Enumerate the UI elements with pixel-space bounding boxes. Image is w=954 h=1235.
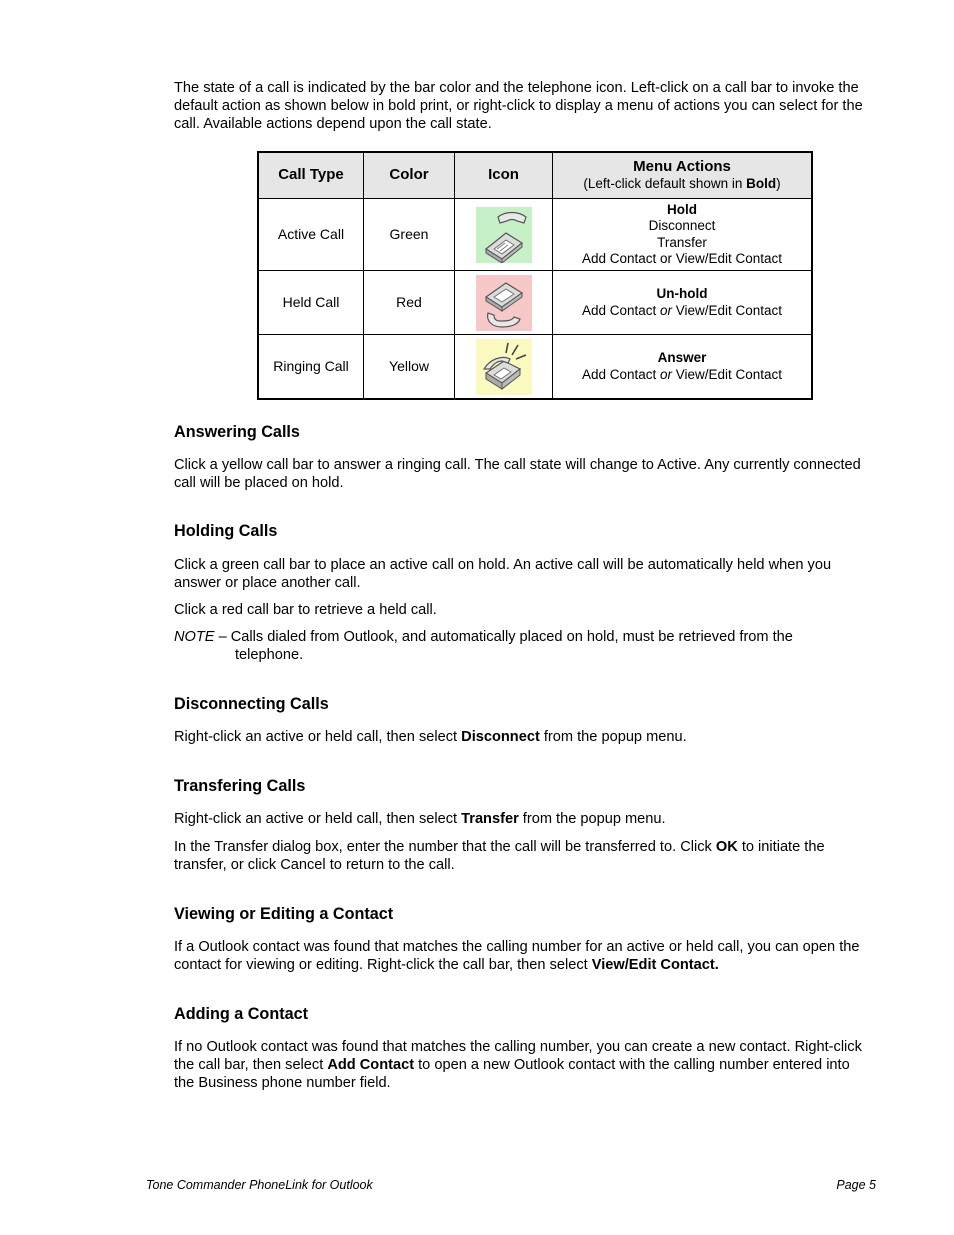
holding-note	[174, 628, 874, 664]
holding-paragraph-1: Click a green call bar to place an active call on hold. An active call will be automatically held when you answer or place another call.	[174, 557, 832, 591]
paragraph-text: In the Transfer dialog box, enter the number that the call will be transferred to. Click	[174, 839, 716, 855]
cell-icon	[455, 199, 553, 271]
cell-call-type: Held Call	[258, 271, 364, 335]
default-action: Hold	[667, 201, 697, 217]
action-item	[582, 303, 782, 318]
table-row-held	[258, 271, 812, 335]
action-item: Add Contact or View/Edit Contact	[581, 251, 783, 266]
action-item: Transfer	[657, 234, 707, 250]
cell-color: Red	[364, 271, 455, 335]
action-text: View/Edit Contact	[672, 366, 783, 382]
note-label: NOTE	[174, 629, 215, 645]
transfering-paragraph-2	[174, 838, 874, 874]
paragraph-text: Right-click an active or held call, then select	[174, 729, 462, 745]
cell-color: Yellow	[364, 335, 455, 400]
action-text: Add Contact	[581, 366, 660, 382]
table-row-ringing	[258, 335, 812, 400]
paragraph-bold: Disconnect	[461, 729, 540, 745]
footer-title: Tone Commander PhoneLink for Outlook	[146, 1178, 373, 1192]
transfering-paragraph-1	[174, 810, 874, 828]
heading-answering-calls: Answering Calls	[174, 423, 300, 441]
heading-transfering-calls: Transfering Calls	[174, 777, 306, 795]
header-icon: Icon	[455, 152, 553, 199]
paragraph-text: to open a new Outlook contact with the calling number entered into the Business phone number field.	[174, 1057, 850, 1091]
action-item: Disconnect	[648, 218, 716, 233]
paragraph-bold: Add Contact	[327, 1057, 415, 1073]
header-menu-actions-title: Menu Actions	[633, 158, 731, 175]
paragraph-text: from the popup menu.	[518, 811, 666, 827]
action-or: or	[659, 366, 672, 382]
footer-page-number: Page 5	[836, 1178, 876, 1192]
viewing-paragraph	[174, 938, 874, 974]
paragraph-text: Right-click an active or held call, then select	[174, 811, 462, 827]
heading-adding-contact: Adding a Contact	[174, 1005, 308, 1023]
note-text-continued: telephone.	[235, 647, 304, 663]
adding-paragraph	[174, 1038, 874, 1092]
cell-color: Green	[364, 199, 455, 271]
heading-viewing-contact: Viewing or Editing a Contact	[174, 905, 394, 923]
telephone-off-hook-icon	[476, 207, 532, 263]
cell-menu-actions	[553, 271, 813, 335]
paragraph-bold: View/Edit Contact.	[591, 957, 719, 973]
subtitle-bold: Bold	[746, 175, 777, 191]
cell-icon	[455, 271, 553, 335]
cell-menu-actions	[553, 335, 813, 400]
cell-icon	[455, 335, 553, 400]
paragraph-text: from the popup menu.	[539, 729, 687, 745]
table-row-active	[258, 199, 812, 271]
action-text: View/Edit Contact	[672, 302, 783, 318]
intro-paragraph: The state of a call is indicated by the bar color and the telephone icon. Left-click on a call bar to invoke the default action as shown below in bold print, or right-click to display a menu of actions you can select for the call. Available actions depend upon the call state.	[174, 80, 863, 132]
header-color: Color	[364, 152, 455, 199]
header-menu-actions-subtitle	[553, 176, 811, 193]
cell-call-type: Active Call	[258, 199, 364, 271]
call-state-table	[257, 151, 813, 400]
action-text: Add Contact	[581, 302, 660, 318]
paragraph-bold: Transfer	[461, 811, 519, 827]
cell-call-type: Ringing Call	[258, 335, 364, 400]
header-menu-actions	[553, 152, 813, 199]
paragraph-text: If no Outlook contact was found that matches the calling number, you can create a new contact. Right-click the call bar, then select	[174, 1039, 862, 1073]
default-action: Un-hold	[656, 286, 708, 301]
action-or: or	[659, 302, 672, 318]
heading-holding-calls: Holding Calls	[174, 522, 278, 540]
header-call-type: Call Type	[258, 152, 364, 199]
heading-disconnecting-calls: Disconnecting Calls	[174, 695, 329, 713]
note-text: – Calls dialed from Outlook, and automatically placed on hold, must be retrieved from the	[214, 629, 793, 645]
paragraph-bold: OK	[715, 839, 738, 855]
subtitle-text: (Left-click default shown in	[583, 175, 747, 191]
table-header-row	[258, 152, 812, 199]
disconnecting-paragraph	[174, 728, 874, 746]
telephone-held-icon	[476, 275, 532, 331]
paragraph-text: If a Outlook contact was found that matches the calling number for an active or held call, you can open the contact for viewing or editing. Right-click the call bar, then select	[174, 939, 860, 973]
cell-menu-actions	[553, 199, 813, 271]
answering-paragraph: Click a yellow call bar to answer a ringing call. The call state will change to Active. Any currently connected call will be placed on hold.	[174, 457, 861, 491]
holding-paragraph-2: Click a red call bar to retrieve a held call.	[174, 602, 437, 618]
paragraph-text: to initiate the transfer, or click Cancel to return to the call.	[174, 839, 825, 873]
action-item	[582, 367, 782, 382]
subtitle-close: )	[776, 175, 781, 191]
telephone-ringing-icon	[476, 339, 532, 395]
default-action: Answer	[657, 350, 707, 365]
